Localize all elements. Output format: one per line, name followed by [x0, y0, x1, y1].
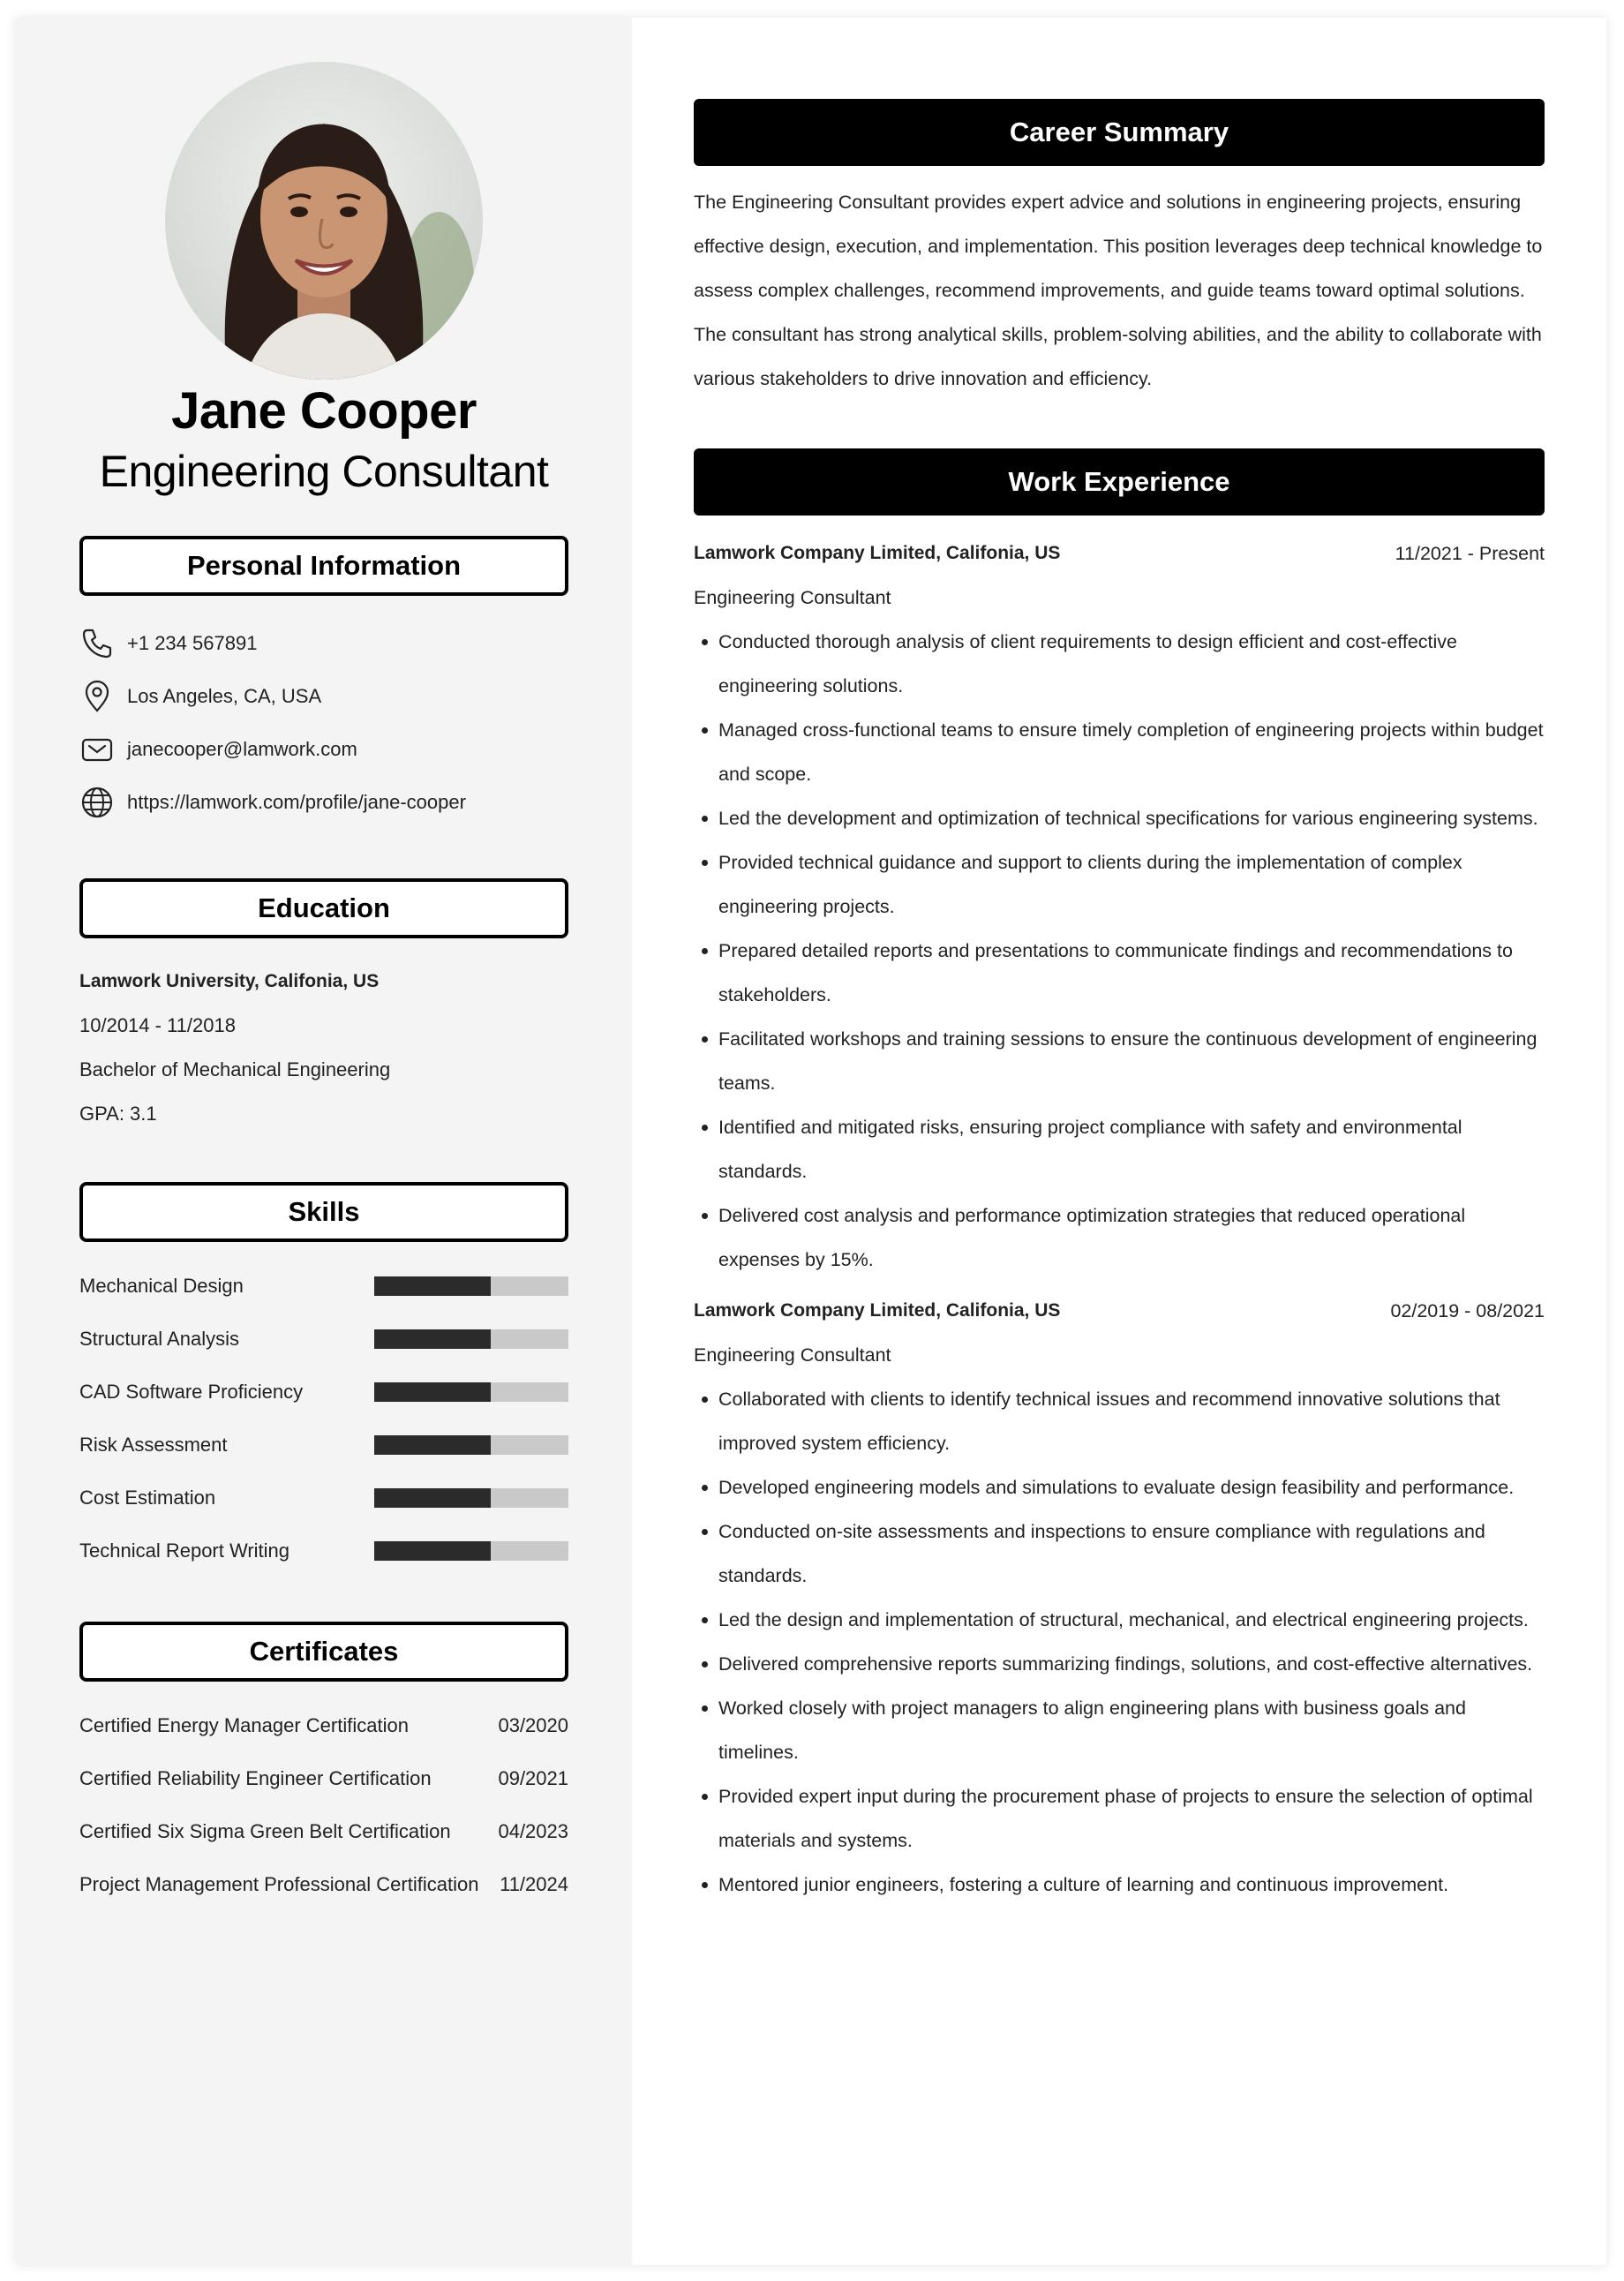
skill-level-fill — [374, 1276, 491, 1296]
skill-name: CAD Software Proficiency — [79, 1381, 304, 1403]
job-bullet: Led the development and optimization of technical specifications for various engineering systems. — [718, 796, 1545, 840]
location-pin-icon — [79, 679, 115, 714]
skill-item — [79, 1366, 568, 1419]
job-bullet: Identified and mitigated risks, ensuring project compliance with safety and environmental standards. — [718, 1105, 1545, 1193]
job-role: Engineering Consultant — [694, 587, 891, 608]
contact-email — [79, 723, 568, 776]
skills-section — [79, 1182, 568, 1577]
job-role: Engineering Consultant — [694, 1344, 891, 1366]
job-bullet: Provided technical guidance and support to clients during the implementation of complex engineering projects. — [718, 840, 1545, 929]
education-gpa: GPA: 3.1 — [79, 1103, 157, 1125]
contact-website-link[interactable]: https://lamwork.com/profile/jane-cooper — [127, 791, 466, 813]
certificates-list — [79, 1699, 568, 1911]
profile-photo — [165, 62, 483, 380]
job-bullet: Collaborated with clients to identify technical issues and recommend innovative solutions that improved system efficiency. — [718, 1377, 1545, 1465]
education-degree: Bachelor of Mechanical Engineering — [79, 1058, 391, 1080]
job-bullet: Conducted thorough analysis of client requirements to design efficient and cost-effective engineering solutions. — [718, 620, 1545, 708]
job-company: Lamwork Company Limited, Califonia, US — [694, 1300, 1061, 1321]
sidebar — [16, 18, 632, 2265]
skill-name: Technical Report Writing — [79, 1539, 290, 1562]
skill-level-fill — [374, 1329, 491, 1349]
certificate-name: Certified Energy Manager Certification — [79, 1714, 409, 1736]
certificate-item — [79, 1858, 568, 1911]
job-bullet: Conducted on-site assessments and inspections to ensure compliance with regulations and standards. — [718, 1509, 1545, 1598]
career-summary-section — [694, 99, 1545, 401]
job-bullet: Delivered comprehensive reports summarizing findings, solutions, and cost-effective alternatives. — [718, 1642, 1545, 1686]
job-bullets — [694, 620, 1545, 1282]
skill-level-bar — [374, 1435, 568, 1455]
job-bullet: Led the design and implementation of structural, mechanical, and electrical engineering projects. — [718, 1598, 1545, 1642]
education-heading: Education — [79, 878, 568, 938]
certificate-name: Certified Six Sigma Green Belt Certification — [79, 1820, 451, 1842]
candidate-title: Engineering Consultant — [99, 447, 549, 496]
skills-list — [79, 1260, 568, 1577]
contact-list — [79, 617, 568, 829]
skill-level-bar — [374, 1541, 568, 1561]
career-summary-text: The Engineering Consultant provides expert advice and solutions in engineering projects, ensuring effective design, execution, and implementation. This position leverages deep technical knowledge to assess complex challenges, recommend improvements, and guide teams toward optimal solutions. The consultant has strong analytical skills, problem-solving abilities, and the ability to collaborate with various stakeholders to drive innovation and efficiency. — [694, 192, 1543, 389]
skill-item — [79, 1419, 568, 1472]
job-dates: 11/2021 - Present — [1395, 543, 1545, 564]
certificate-name: Project Management Professional Certification — [79, 1873, 479, 1895]
personal-info-heading: Personal Information — [79, 536, 568, 596]
skills-heading: Skills — [79, 1182, 568, 1242]
certificates-section — [79, 1622, 568, 1911]
certificate-item — [79, 1805, 568, 1858]
skill-name: Risk Assessment — [79, 1434, 228, 1456]
mail-icon — [79, 732, 115, 767]
certificate-date: 03/2020 — [498, 1714, 568, 1736]
skill-level-fill — [374, 1382, 491, 1402]
contact-phone-text[interactable]: +1 234 567891 — [127, 632, 258, 654]
job-header — [694, 1289, 1545, 1333]
certificate-date: 09/2021 — [498, 1767, 568, 1789]
skill-level-fill — [374, 1488, 491, 1508]
skill-level-bar — [374, 1382, 568, 1402]
skill-name: Mechanical Design — [79, 1275, 244, 1297]
skill-item — [79, 1472, 568, 1524]
job-bullet: Facilitated workshops and training sessions to ensure the continuous development of engineering teams. — [718, 1017, 1545, 1105]
job-header — [694, 531, 1545, 576]
certificates-heading: Certificates — [79, 1622, 568, 1682]
personal-info-section — [79, 536, 568, 829]
skill-item — [79, 1313, 568, 1366]
job-entry — [694, 1289, 1545, 1907]
certificate-date: 11/2024 — [500, 1873, 568, 1895]
phone-icon — [79, 626, 115, 661]
skill-level-fill — [374, 1541, 491, 1561]
contact-location-text: Los Angeles, CA, USA — [127, 685, 322, 707]
main-content — [632, 18, 1606, 2265]
job-bullet: Worked closely with project managers to align engineering plans with business goals and timelines. — [718, 1686, 1545, 1774]
job-bullet: Delivered cost analysis and performance optimization strategies that reduced operational expenses by 15%. — [718, 1193, 1545, 1282]
skill-item — [79, 1260, 568, 1313]
contact-location — [79, 670, 568, 723]
education-section — [79, 878, 568, 1136]
globe-icon — [79, 785, 115, 820]
contact-website — [79, 776, 568, 829]
candidate-name: Jane Cooper — [171, 382, 477, 440]
job-entry — [694, 531, 1545, 1282]
job-dates: 02/2019 - 08/2021 — [1390, 1300, 1545, 1321]
job-bullet: Mentored junior engineers, fostering a culture of learning and continuous improvement. — [718, 1863, 1545, 1907]
job-bullet: Provided expert input during the procurement phase of projects to ensure the selection of optimal materials and systems. — [718, 1774, 1545, 1863]
certificate-item — [79, 1699, 568, 1752]
work-experience-heading: Work Experience — [694, 448, 1545, 516]
education-entry — [79, 960, 568, 1136]
skill-level-bar — [374, 1488, 568, 1508]
job-bullet: Prepared detailed reports and presentations to communicate findings and recommendations to stakeholders. — [718, 929, 1545, 1017]
certificate-date: 04/2023 — [498, 1820, 568, 1842]
resume-page — [16, 18, 1606, 2265]
certificate-item — [79, 1752, 568, 1805]
contact-phone — [79, 617, 568, 670]
skill-level-fill — [374, 1435, 491, 1455]
skill-name: Structural Analysis — [79, 1328, 239, 1350]
work-experience-section — [694, 448, 1545, 1907]
education-school: Lamwork University, Califonia, US — [79, 971, 380, 991]
education-dates: 10/2014 - 11/2018 — [79, 1014, 236, 1036]
skill-level-bar — [374, 1276, 568, 1296]
certificate-name: Certified Reliability Engineer Certification — [79, 1767, 432, 1789]
skill-item — [79, 1524, 568, 1577]
skill-level-bar — [374, 1329, 568, 1349]
job-bullets — [694, 1377, 1545, 1907]
job-bullet: Managed cross-functional teams to ensure timely completion of engineering projects within budget and scope. — [718, 708, 1545, 796]
contact-email-text[interactable]: janecooper@lamwork.com — [127, 738, 357, 760]
skill-name: Cost Estimation — [79, 1487, 216, 1509]
job-company: Lamwork Company Limited, Califonia, US — [694, 543, 1061, 563]
career-summary-heading: Career Summary — [694, 99, 1545, 166]
job-bullet: Developed engineering models and simulations to evaluate design feasibility and performance. — [718, 1465, 1545, 1509]
